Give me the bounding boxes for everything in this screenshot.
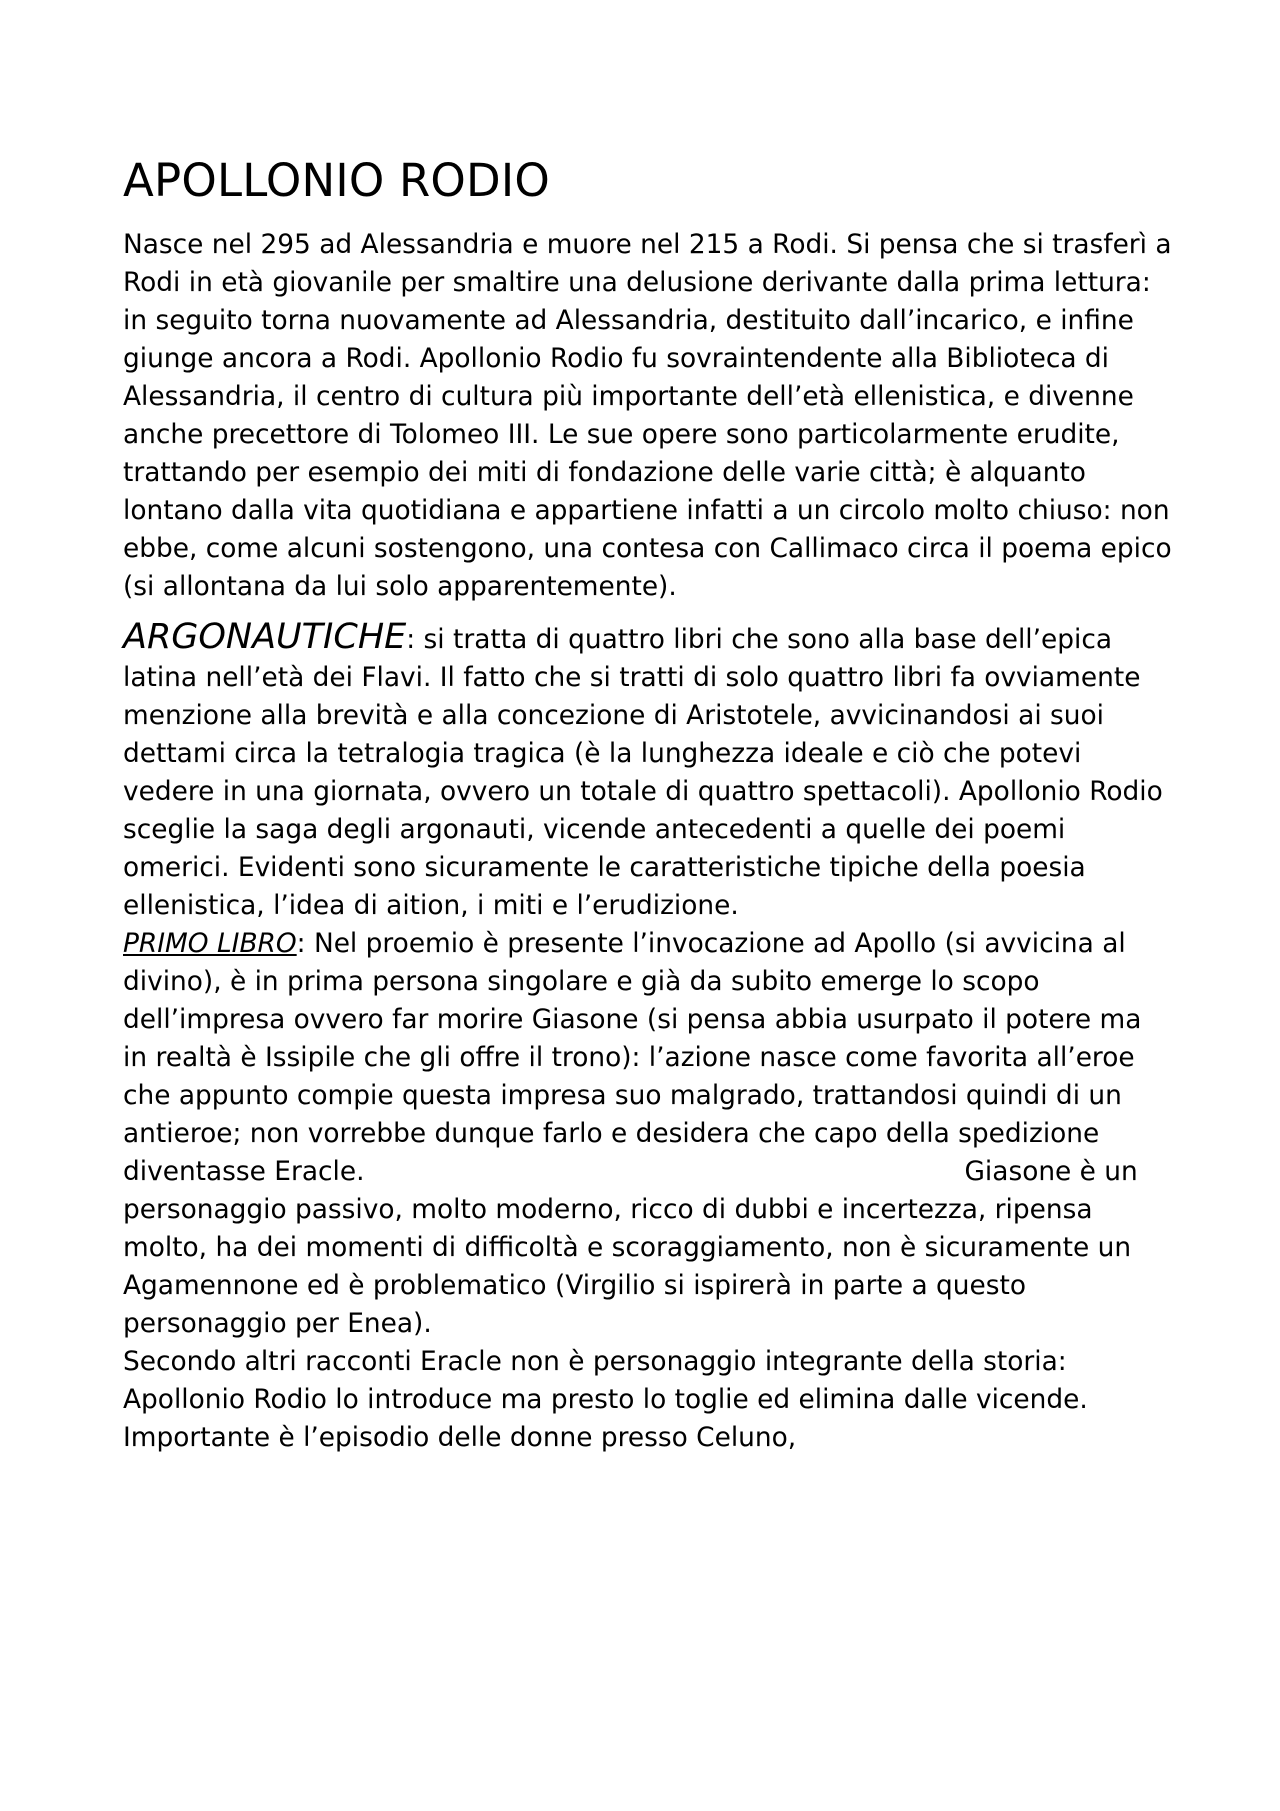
argonautiche-paragraph — [123, 618, 1173, 925]
argonautiche-separator: : — [406, 624, 424, 655]
intro-paragraph: Nasce nel 295 ad Alessandria e muore nel 215 a Rodi. Si pensa che si trasferì a Rodi in età giovanile per smaltire una delusione derivante dalla prima lettura: in seguito torna nuovamente ad Alessandria, destituito dall’incarico, e infine giunge ancora a Rodi. Apollonio Rodio fu sovraintendente alla Biblioteca di Alessandria, il centro di cultura più importante dell’età ellenistica, e divenne anche precettore di Tolomeo III. Le sue opere sono particolarmente erudite, trattando per esempio dei miti di fondazione delle varie città; è alquanto lontano dalla vita quotidiana e appartiene infatti a un circolo molto chiuso: non ebbe, come alcuni sostengono, una contesa con Callimaco circa il poema epico (si allontana da lui solo apparentemente). — [123, 229, 1172, 602]
primo-libro-text-b: Giasone è un personaggio passivo, molto moderno, ricco di dubbi e incertezza, ripensa molto, ha dei momenti di difficoltà e scoraggiamento, non è sicuramente un Agamennone ed è problematico (Virgilio si ispirerà in parte a questo personaggio per Enea). — [123, 1156, 1138, 1339]
primo-libro-separator: : — [296, 928, 314, 959]
page-title: APOLLONIO RODIO — [123, 154, 550, 207]
document-body — [123, 150, 1173, 1457]
primo-libro-paragraph — [123, 925, 1173, 1343]
eracle-paragraph: Secondo altri racconti Eracle non è personaggio integrante della storia: Apollonio Rodio lo introduce ma presto lo toglie ed elimina dalle vicende. Importante è l’episodio delle donne presso Celuno, — [123, 1346, 1088, 1453]
primo-libro-text-a: Nel proemio è presente l’invocazione ad Apollo (si avvicina al divino), è in prima persona singolare e già da subito emerge lo scopo dell’impresa ovvero far morire Giasone (si pensa abbia usurpato il potere ma in realtà è Issipile che gli offre il trono): l’azione nasce come favorita all’eroe che appunto compie questa impresa suo malgrado, trattandosi quindi di un antieroe; non vorrebbe dunque farlo e desidera che capo della spedizione diventasse Eracle. — [123, 928, 1142, 1187]
argonautiche-heading: ARGONAUTICHE — [123, 617, 407, 657]
argonautiche-text: si tratta di quattro libri che sono alla base dell’epica latina nell’età dei Flavi. Il fatto che si tratti di solo quattro libri fa ovviamente menzione alla brevità e alla concezione di Aristotele, avvicinandosi ai suoi dettami circa la tetralogia tragica (è la lunghezza ideale e ciò che potevi vedere in una giornata, ovvero un totale di quattro spettacoli). Apollonio Rodio sceglie la saga degli argonauti, vicende antecedenti a quelle dei poemi omerici. Evidenti sono sicuramente le caratteristiche tipiche della poesia ellenistica, l’idea di aition, i miti e l’erudizione. — [123, 624, 1163, 921]
primo-libro-heading: PRIMO LIBRO — [123, 928, 297, 959]
